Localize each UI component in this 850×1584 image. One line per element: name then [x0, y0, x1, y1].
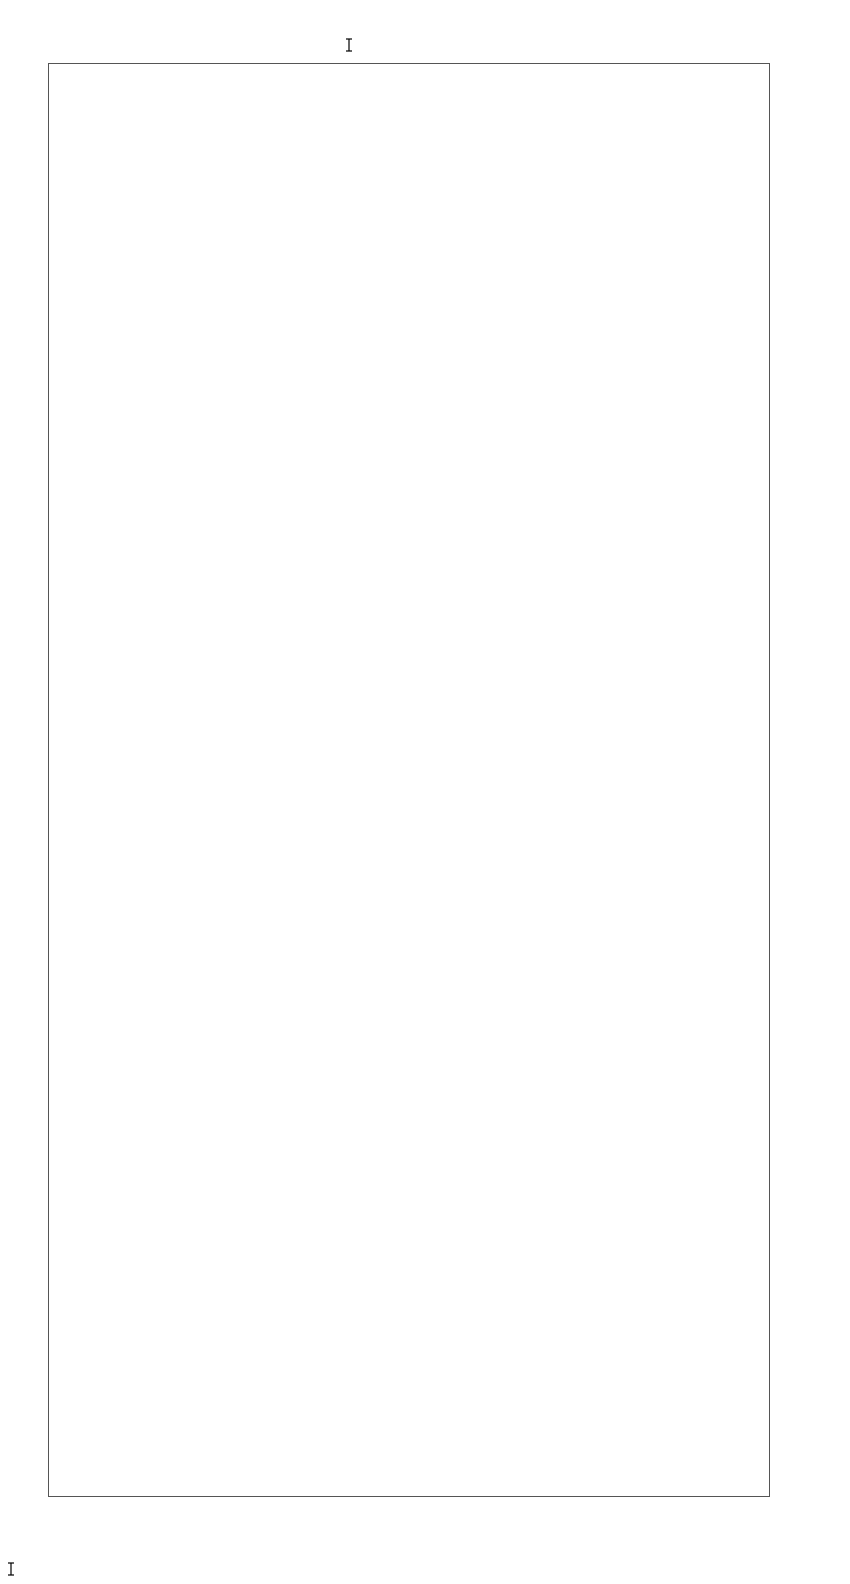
amplitude-scale-legend: [345, 38, 358, 52]
seismic-traces: [49, 64, 769, 1496]
helicorder-plot[interactable]: [48, 63, 770, 1497]
x-axis-ticks: [48, 1496, 771, 1508]
footer-scale-bar-icon: [6, 1561, 16, 1577]
footer-scale-note: [6, 1561, 20, 1577]
scale-bar-icon: [345, 38, 353, 52]
